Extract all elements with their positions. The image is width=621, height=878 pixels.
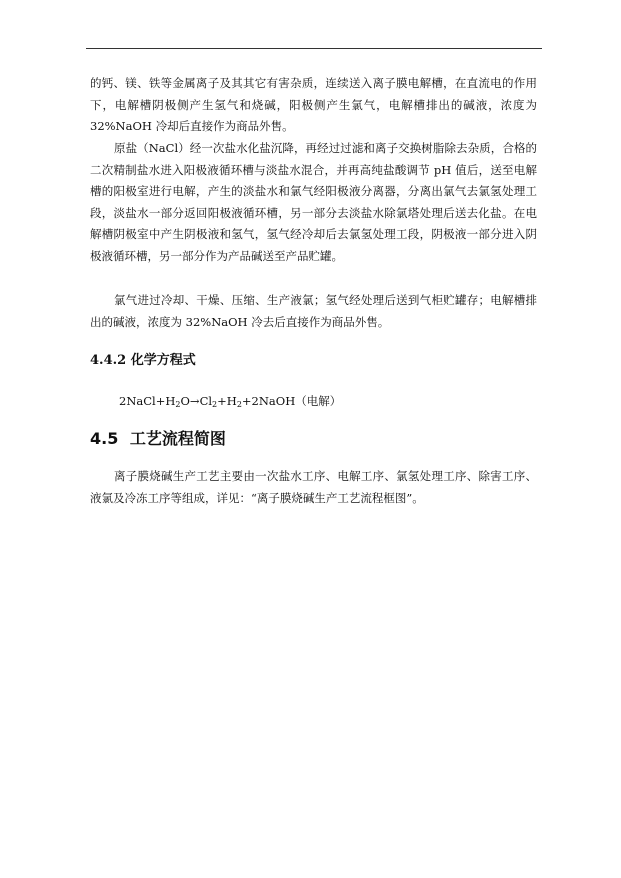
section-title: 工艺流程简图 (129, 429, 226, 448)
paragraph-process-overview: 离子膜烧碱生产工艺主要由一次盐水工序、电解工序、氯氢处理工序、除害工序、液氯及冷冻工序等组成，详见：“离子膜烧碱生产工艺流程框图”。 (90, 469, 537, 505)
equation-rhs-part1: Cl (199, 394, 213, 408)
header-divider (86, 48, 542, 49)
equation-arrow: → (189, 394, 200, 408)
subsection-title: 化学方程式 (130, 353, 196, 368)
chemical-equation (119, 392, 341, 414)
subsection-heading (90, 352, 196, 370)
equation-rhs-part3: +2NaOH (241, 394, 296, 408)
section-number: 4.5 (90, 429, 119, 448)
subsection-number: 4.4.2 (90, 353, 127, 368)
equation-condition: （电解） (295, 394, 342, 408)
equation-lhs-part2: O (180, 394, 190, 408)
equation-rhs-subscript-2: 2 (236, 400, 242, 409)
equation-rhs-part2: +H (217, 394, 237, 408)
paragraph-electrolysis-summary: 的钙、镁、铁等金属离子及其其它有害杂质，连续送入离子膜电解槽，在直流电的作用下，电解槽阴极侧产生氢气和烧碱，阳极侧产生氯气，电解槽排出的碱液，浓度为 32%NaOH 冷却后直接作为商品外售。 (90, 76, 537, 133)
equation-rhs-subscript-1: 2 (212, 400, 218, 409)
equation-lhs-subscript: 2 (175, 400, 181, 409)
paragraph-brine-process: 原盐（NaCl）经一次盐水化盐沉降，再经过过滤和离子交换树脂除去杂质，合格的二次精制盐水进入阳极液循环槽与淡盐水混合，并再高纯盐酸调节 pH 值后，送至电解槽的阳极室进行电解，产生的淡盐水和氯气经阳极液分离器，分离出氯气去氯氢处理工段，淡盐水一部分返回阳极液循环槽，另一部分去淡盐水除氯塔处理后送去化盐。在电解槽阴极室中产生阴极液和氢气，氢气经冷却后去氯氢处理工段，阴极液一部分进入阴极液循环槽，另一部分作为产品碱送至产品贮罐。 (90, 141, 537, 263)
paragraph-chlorine-hydrogen: 氯气进过冷却、干燥、压缩、生产液氯；氢气经处理后送到气柜贮罐存；电解槽排出的碱液，浓度为 32%NaOH 冷去后直接作为商品外售。 (90, 293, 537, 329)
section-heading (90, 428, 226, 450)
equation-lhs-part1: 2NaCl+H (119, 394, 176, 408)
